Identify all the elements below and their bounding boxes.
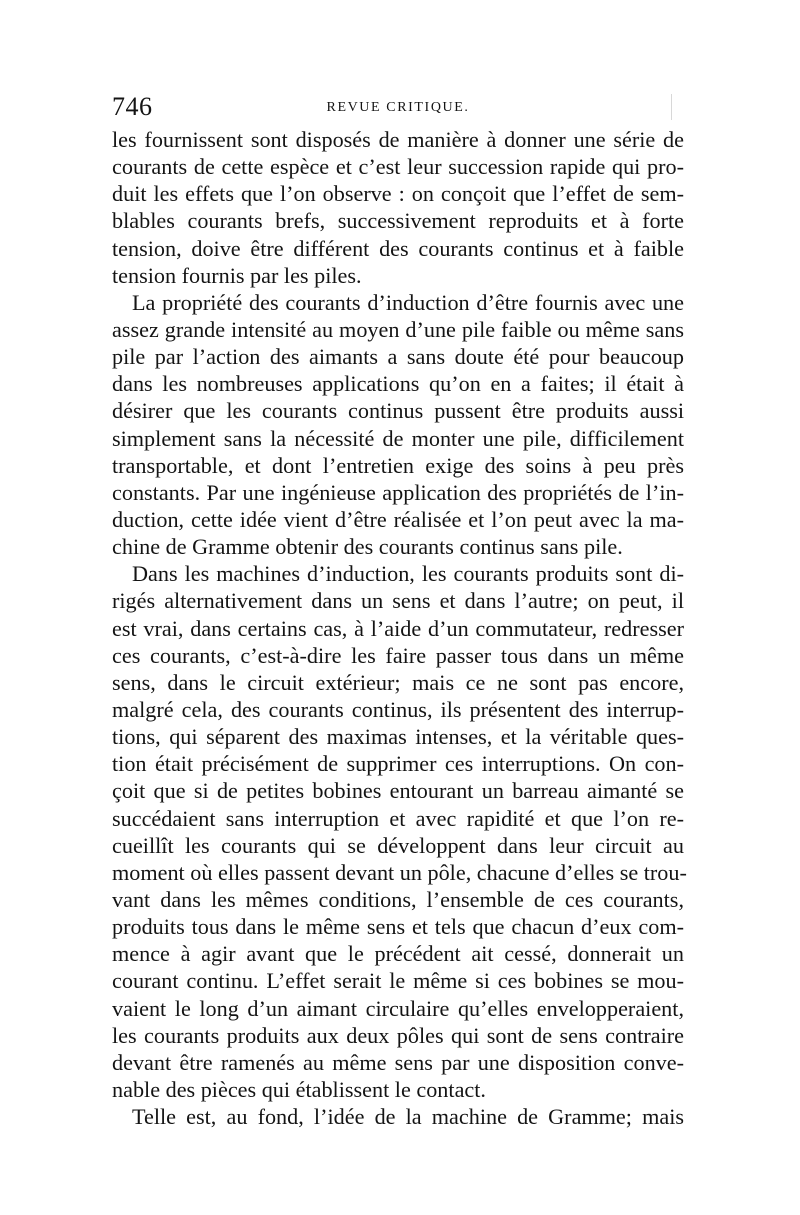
- text-line: courant continu. L’effet serait le même si ces bobines se mou-: [112, 968, 684, 994]
- text-line: les courants produits aux deux pôles qui sont de sens contraire: [112, 1022, 684, 1048]
- text-line: chine de Gramme obtenir des courants continus sans pile.: [112, 534, 623, 560]
- text-line: désirer que les courants continus pussent être produits aussi: [112, 398, 684, 424]
- text-line: sens, dans le circuit extérieur; mais ce ne sont pas encore,: [112, 669, 684, 695]
- text-line: simplement sans la nécessité de monter une pile, difficilement: [112, 425, 684, 451]
- text-line: tension fournis par les piles.: [112, 262, 362, 288]
- page-header: [112, 92, 684, 126]
- text-line: mence à agir avant que le précédent ait cessé, donnerait un: [112, 941, 684, 967]
- text-line: dans les nombreuses applications qu’on en a faites; il était à: [112, 371, 684, 397]
- text-line: assez grande intensité au moyen d’une pile faible ou même sans: [112, 316, 684, 342]
- text-line: produits tous dans le même sens et tels que chacun d’eux com-: [112, 914, 684, 940]
- text-line: est vrai, dans certains cas, à l’aide d’un commutateur, redresser: [112, 615, 684, 641]
- text-line: duction, cette idée vient d’être réalisée et l’on peut avec la ma-: [112, 506, 684, 532]
- text-line: tions, qui séparent des maximas intenses, et la véritable ques-: [112, 724, 684, 750]
- text-line: courants de cette espèce et c’est leur succession rapide qui pro-: [112, 154, 684, 180]
- text-line: ces courants, c’est-à-dire les faire passer tous dans un même: [112, 642, 684, 668]
- text-line: malgré cela, des courants continus, ils présentent des interrup-: [112, 696, 684, 722]
- text-line: devant être ramenés au même sens par une disposition conve-: [112, 1049, 684, 1075]
- body-text: [112, 126, 687, 1130]
- text-line: vaient le long d’un aimant circulaire qu’elles envelopperaient,: [112, 995, 684, 1021]
- running-title: REVUE CRITIQUE.: [326, 100, 470, 115]
- text-line: constants. Par une ingénieuse application des propriétés de l’in-: [112, 479, 684, 505]
- text-line: pile par l’action des aimants a sans doute été pour beaucoup: [112, 344, 684, 370]
- text-line: Dans les machines d’induction, les courants produits sont di-: [132, 561, 684, 587]
- text-line: nable des pièces qui établissent le contact.: [112, 1076, 486, 1102]
- text-line: blables courants brefs, successivement reproduits et à forte: [112, 208, 684, 234]
- page-number: 746: [112, 92, 153, 121]
- text-line: Telle est, au fond, l’idée de la machine de Gramme; mais: [132, 1104, 684, 1130]
- text-line: vant dans les mêmes conditions, l’ensemble de ces courants,: [112, 886, 684, 912]
- book-page: [112, 92, 687, 1130]
- text-line: duit les effets que l’on observe : on conçoit que l’effet de sem-: [112, 181, 684, 207]
- text-line: çoit que si de petites bobines entourant un barreau aimanté se: [112, 778, 684, 804]
- text-line: moment où elles passent devant un pôle, chacune d’elles se trou-: [112, 859, 687, 885]
- text-line: rigés alternativement dans un sens et dans l’autre; on peut, il: [112, 588, 684, 614]
- text-line: cueillît les courants qui se développent dans leur circuit au: [112, 832, 684, 858]
- text-line: succédaient sans interruption et avec rapidité et que l’on re-: [112, 805, 684, 831]
- text-line: La propriété des courants d’induction d’être fournis avec une: [132, 289, 684, 315]
- text-line: transportable, et dont l’entretien exige des soins à peu près: [112, 452, 684, 478]
- text-line: tension, doive être différent des courants continus et à faible: [112, 235, 684, 261]
- text-line: les fournissent sont disposés de manière à donner une série de: [112, 127, 684, 152]
- text-line: tion était précisément de supprimer ces interruptions. On con-: [112, 751, 684, 777]
